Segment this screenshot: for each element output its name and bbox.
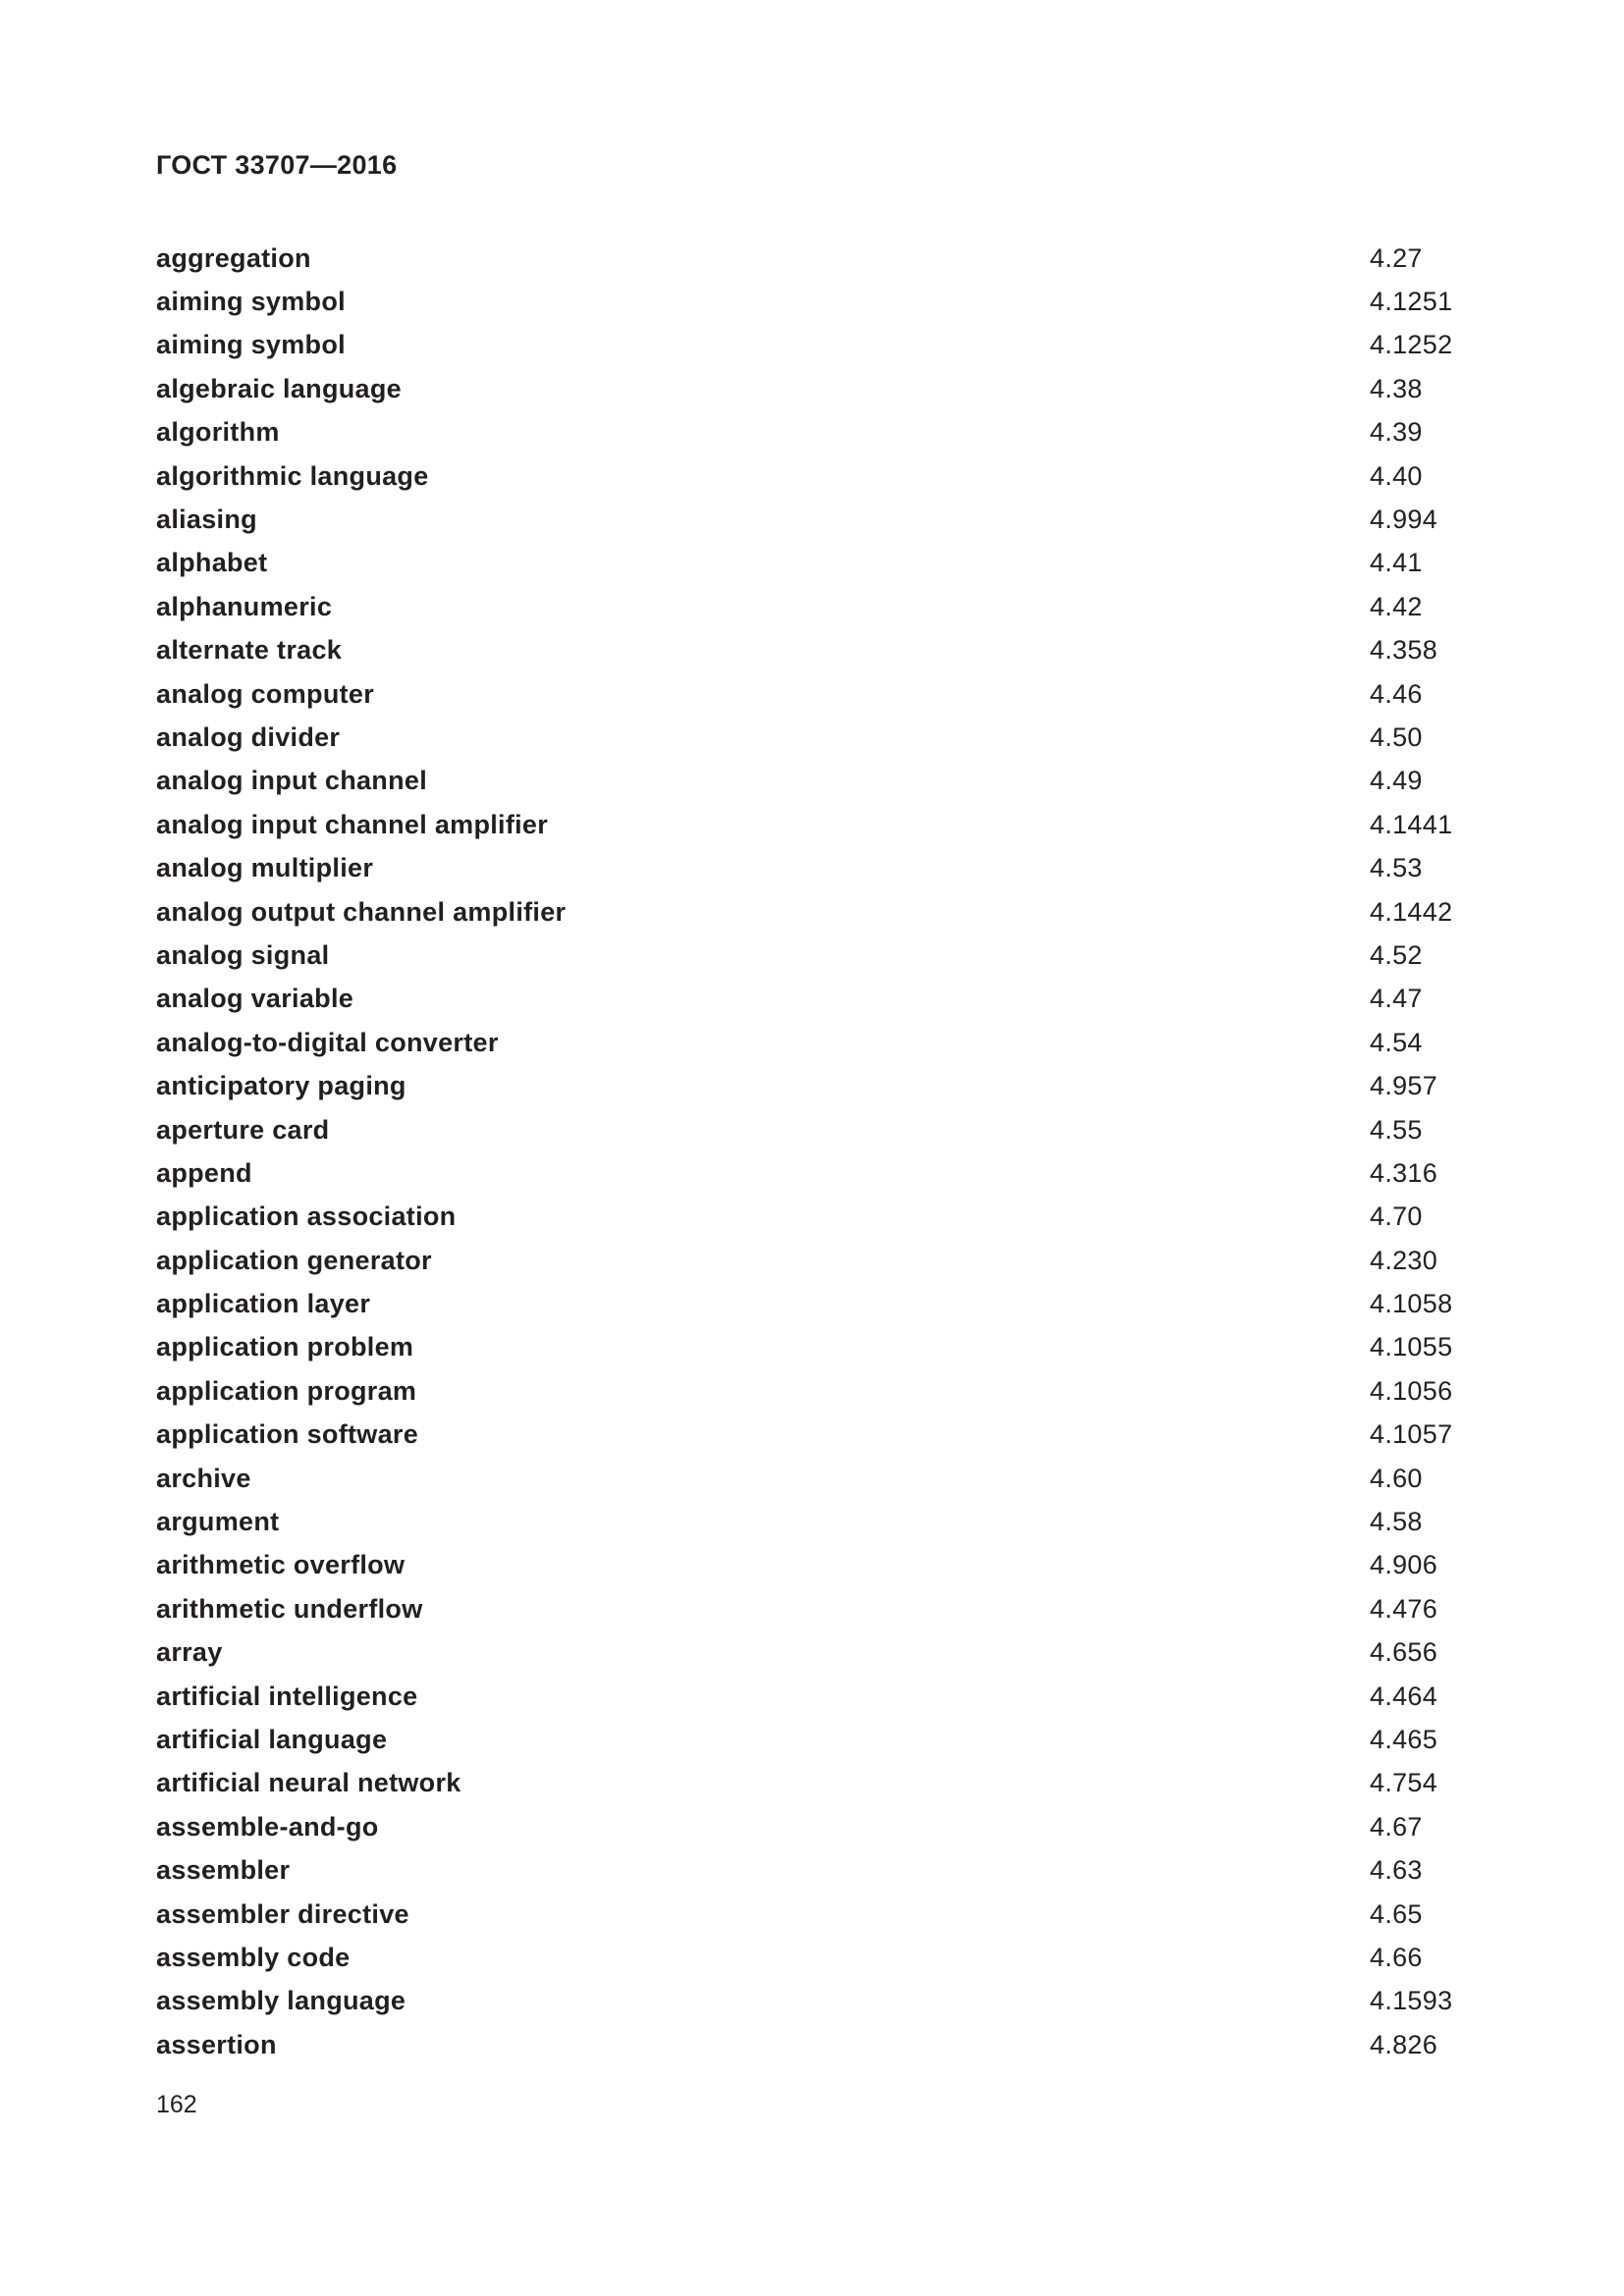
index-reference: 4.1058 xyxy=(1370,1289,1453,1319)
index-entry xyxy=(156,1326,1472,1369)
index-term: analog signal xyxy=(156,939,330,970)
index-term: aiming symbol xyxy=(156,287,346,317)
index-reference: 4.1251 xyxy=(1370,287,1453,317)
index-entry xyxy=(156,846,1472,889)
index-term: aliasing xyxy=(156,505,257,535)
index-reference: 4.656 xyxy=(1370,1637,1438,1668)
index-entry xyxy=(156,324,1472,367)
index-entry xyxy=(156,498,1472,541)
index-reference: 4.41 xyxy=(1370,548,1423,578)
index-entry xyxy=(156,1021,1472,1064)
index-entry xyxy=(156,1544,1472,1587)
index-entry xyxy=(156,1369,1472,1413)
index-entry xyxy=(156,1936,1472,1979)
index-term: artificial intelligence xyxy=(156,1681,418,1711)
index-term: application generator xyxy=(156,1245,432,1275)
index-term: argument xyxy=(156,1507,280,1537)
index-term: assemble-and-go xyxy=(156,1811,379,1842)
index-entry xyxy=(156,2023,1472,2066)
index-term: analog divider xyxy=(156,721,341,752)
index-term: application problem xyxy=(156,1332,414,1362)
index-entry xyxy=(156,1414,1472,1457)
index-term: analog multiplier xyxy=(156,853,374,883)
index-entry xyxy=(156,367,1472,410)
index-entry xyxy=(156,454,1472,498)
index-reference: 4.1055 xyxy=(1370,1332,1453,1362)
index-term: alphanumeric xyxy=(156,591,333,621)
index-term: assembly language xyxy=(156,1986,406,2016)
index-term: alternate track xyxy=(156,635,343,666)
index-term: anticipatory paging xyxy=(156,1071,406,1101)
term-index-list xyxy=(156,237,1472,2066)
index-entry xyxy=(156,280,1472,323)
index-reference: 4.46 xyxy=(1370,678,1423,709)
index-term: artificial neural network xyxy=(156,1768,461,1798)
index-term: analog output channel amplifier xyxy=(156,896,567,927)
index-reference: 4.53 xyxy=(1370,853,1423,883)
index-term: array xyxy=(156,1637,223,1668)
index-reference: 4.39 xyxy=(1370,417,1423,448)
index-reference: 4.47 xyxy=(1370,984,1423,1014)
index-reference: 4.826 xyxy=(1370,2029,1438,2059)
index-term: analog computer xyxy=(156,678,375,709)
index-term: analog variable xyxy=(156,984,354,1014)
index-reference: 4.1056 xyxy=(1370,1375,1453,1406)
index-reference: 4.70 xyxy=(1370,1201,1423,1232)
index-entry xyxy=(156,803,1472,846)
index-term: assertion xyxy=(156,2029,277,2059)
index-reference: 4.358 xyxy=(1370,635,1438,666)
page-number: 162 xyxy=(156,2091,197,2118)
index-reference: 4.50 xyxy=(1370,721,1423,752)
index-entry xyxy=(156,1718,1472,1761)
index-term: application software xyxy=(156,1419,419,1450)
index-entry xyxy=(156,1587,1472,1630)
index-term: application layer xyxy=(156,1289,371,1319)
index-reference: 4.1057 xyxy=(1370,1419,1453,1450)
index-reference: 4.476 xyxy=(1370,1593,1438,1624)
index-term: algorithm xyxy=(156,417,280,448)
index-reference: 4.60 xyxy=(1370,1463,1423,1493)
index-term: algorithmic language xyxy=(156,460,429,491)
index-reference: 4.230 xyxy=(1370,1245,1438,1275)
index-term: application association xyxy=(156,1201,457,1232)
index-reference: 4.52 xyxy=(1370,939,1423,970)
index-reference: 4.49 xyxy=(1370,766,1423,796)
index-entry xyxy=(156,1064,1472,1107)
index-reference: 4.465 xyxy=(1370,1724,1438,1754)
index-reference: 4.1442 xyxy=(1370,896,1453,927)
index-entry xyxy=(156,672,1472,716)
index-term: assembly code xyxy=(156,1942,351,1972)
index-term: aperture card xyxy=(156,1114,330,1145)
index-reference: 4.42 xyxy=(1370,591,1423,621)
index-term: artificial language xyxy=(156,1724,388,1754)
index-entry xyxy=(156,411,1472,454)
index-reference: 4.58 xyxy=(1370,1507,1423,1537)
index-reference: 4.67 xyxy=(1370,1811,1423,1842)
index-term: arithmetic underflow xyxy=(156,1593,423,1624)
index-entry xyxy=(156,237,1472,280)
index-term: arithmetic overflow xyxy=(156,1550,406,1580)
index-reference: 4.906 xyxy=(1370,1550,1438,1580)
index-reference: 4.66 xyxy=(1370,1942,1423,1972)
index-entry xyxy=(156,760,1472,803)
index-term: assembler directive xyxy=(156,1898,409,1929)
index-reference: 4.55 xyxy=(1370,1114,1423,1145)
index-reference: 4.464 xyxy=(1370,1681,1438,1711)
index-entry xyxy=(156,1239,1472,1282)
index-reference: 4.316 xyxy=(1370,1157,1438,1188)
index-entry xyxy=(156,1457,1472,1500)
index-term: archive xyxy=(156,1463,251,1493)
index-entry xyxy=(156,1196,1472,1239)
index-entry xyxy=(156,716,1472,759)
index-term: algebraic language xyxy=(156,373,402,403)
index-reference: 4.54 xyxy=(1370,1027,1423,1057)
index-term: aggregation xyxy=(156,242,311,273)
index-term: analog-to-digital converter xyxy=(156,1027,499,1057)
index-entry xyxy=(156,1805,1472,1848)
index-entry xyxy=(156,1675,1472,1718)
index-entry xyxy=(156,1151,1472,1195)
index-term: append xyxy=(156,1157,252,1188)
index-term: assembler xyxy=(156,1855,291,1886)
index-term: alphabet xyxy=(156,548,268,578)
index-reference: 4.1252 xyxy=(1370,330,1453,360)
index-term: analog input channel xyxy=(156,766,428,796)
index-entry xyxy=(156,1893,1472,1936)
index-entry xyxy=(156,978,1472,1021)
index-reference: 4.65 xyxy=(1370,1898,1423,1929)
index-entry xyxy=(156,542,1472,585)
index-reference: 4.40 xyxy=(1370,460,1423,491)
index-entry xyxy=(156,629,1472,672)
index-reference: 4.38 xyxy=(1370,373,1423,403)
index-entry xyxy=(156,1500,1472,1543)
index-entry xyxy=(156,934,1472,977)
index-reference: 4.27 xyxy=(1370,242,1423,273)
index-entry xyxy=(156,1762,1472,1805)
index-reference: 4.63 xyxy=(1370,1855,1423,1886)
index-entry xyxy=(156,1980,1472,2023)
index-term: analog input channel amplifier xyxy=(156,809,549,839)
index-reference: 4.957 xyxy=(1370,1071,1438,1101)
page-header: ГОСТ 33707—2016 xyxy=(156,150,398,180)
index-entry xyxy=(156,1631,1472,1675)
index-entry xyxy=(156,890,1472,934)
index-reference: 4.1593 xyxy=(1370,1986,1453,2016)
index-reference: 4.1441 xyxy=(1370,809,1453,839)
index-entry xyxy=(156,1282,1472,1325)
index-entry xyxy=(156,585,1472,628)
index-entry xyxy=(156,1848,1472,1892)
index-reference: 4.994 xyxy=(1370,505,1438,535)
index-entry xyxy=(156,1108,1472,1151)
index-term: application program xyxy=(156,1375,417,1406)
index-term: aiming symbol xyxy=(156,330,346,360)
index-reference: 4.754 xyxy=(1370,1768,1438,1798)
